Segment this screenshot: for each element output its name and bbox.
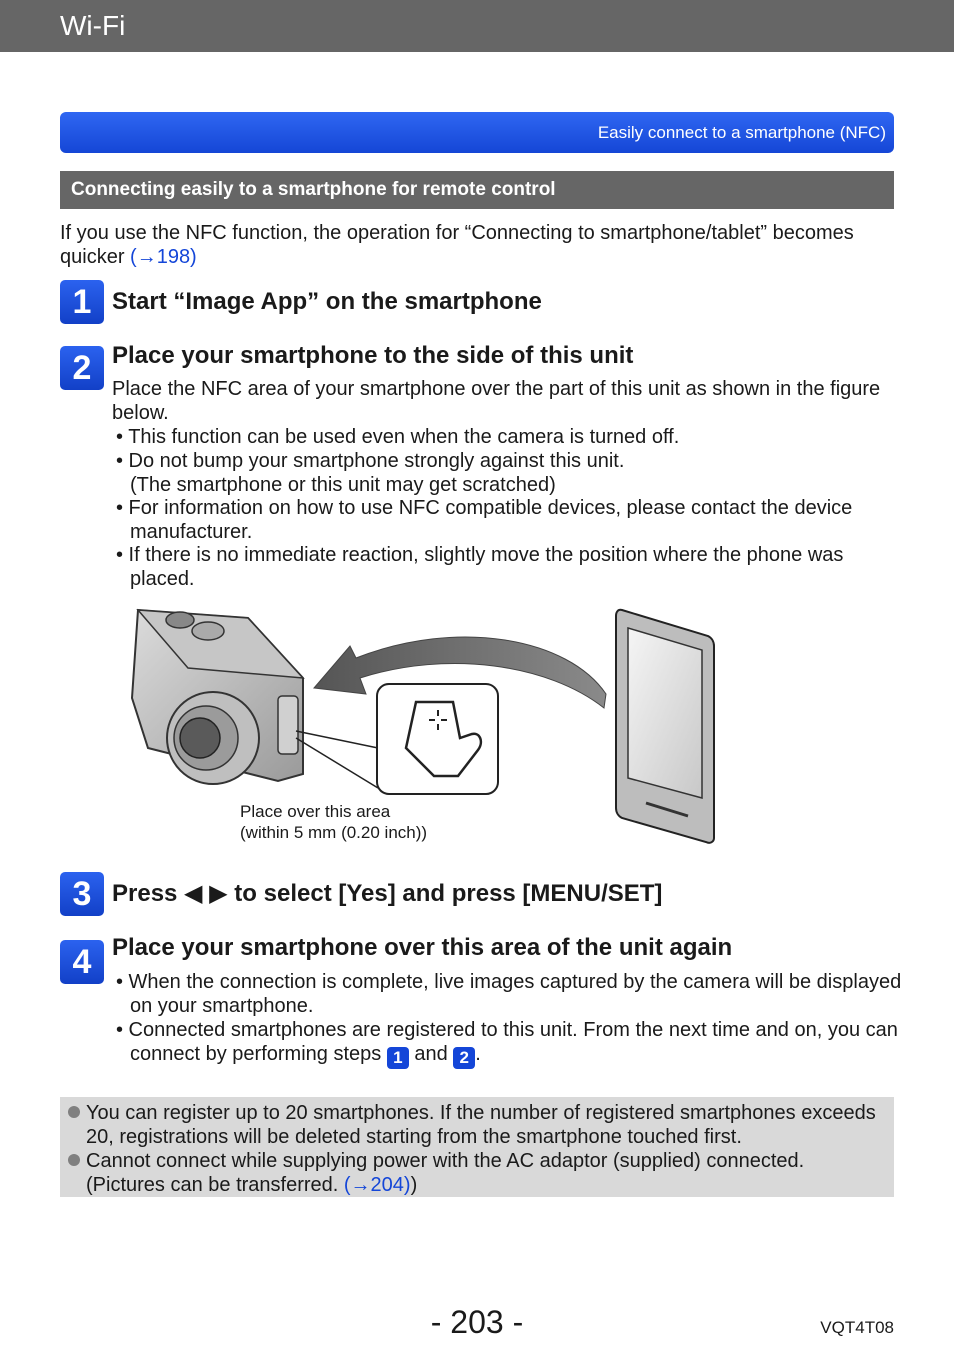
step-4-bullet xyxy=(116,1018,906,1069)
step-4-period: . xyxy=(475,1043,481,1065)
note-tail: ) xyxy=(410,1174,418,1196)
step-4-bullet: • When the connection is complete, live images captured by the camera will be displayed on your smartphone. xyxy=(116,971,902,1017)
step-3-title: Press ◀ ▶ to select [Yes] and press [MENU/SET] xyxy=(112,880,663,907)
note-item xyxy=(68,1101,888,1149)
figure-caption-line: Place over this area xyxy=(240,802,391,821)
step-4-badge: 4 xyxy=(60,940,104,984)
step-ref-badge: 2 xyxy=(453,1047,475,1069)
figure-caption-line: (within 5 mm (0.20 inch)) xyxy=(240,823,428,842)
step-2-description: Place the NFC area of your smartphone over the part of this unit as shown in the figure below. xyxy=(112,378,881,424)
page-number: - 203 - xyxy=(430,1304,524,1340)
intro-paragraph xyxy=(60,221,900,269)
bullet-dot-icon xyxy=(68,1154,80,1166)
step-3-badge: 3 xyxy=(60,872,104,916)
intro-page-link[interactable]: (→198) xyxy=(130,246,197,268)
intro-text: If you use the NFC function, the operation for “Connecting to smartphone/tablet” becomes quicker xyxy=(60,222,854,268)
topic-banner-text: Easily connect to a smartphone (NFC) xyxy=(597,123,886,142)
smartphone-icon xyxy=(616,610,714,843)
bullet-dot-icon xyxy=(68,1106,80,1118)
nfc-mark-icon xyxy=(377,684,498,794)
note-text: You can register up to 20 smartphones. If the number of registered smartphones exceeds 20, registrations will be deleted starting from the smartphone touched first. xyxy=(86,1102,876,1148)
figure-caption xyxy=(240,801,427,843)
step-1-badge: 1 xyxy=(60,280,104,324)
section-heading xyxy=(60,171,894,209)
note-text: Cannot connect while supplying power with the AC adaptor (supplied) connected. (Pictures can be transferred. xyxy=(86,1150,805,1196)
step-2-bullet: • Do not bump your smartphone strongly against this unit. xyxy=(116,450,625,472)
step-2-bullet: • For information on how to use NFC compatible devices, please contact the device manufacturer. xyxy=(116,497,853,543)
step-ref-badge: 1 xyxy=(387,1047,409,1069)
camera-icon xyxy=(132,610,303,784)
step-4-and: and xyxy=(408,1043,454,1065)
step-4-title: Place your smartphone over this area of the unit again xyxy=(112,934,733,961)
step-2-bullet: • This function can be used even when the camera is turned off. xyxy=(116,426,680,448)
header-title: Wi-Fi xyxy=(60,10,126,41)
step-1-title: Start “Image App” on the smartphone xyxy=(112,288,542,315)
note-page-link[interactable]: (→204) xyxy=(343,1174,411,1196)
step-4-bullet-text: • Connected smartphones are registered to this unit. From the next time and on, you can connect by performing steps xyxy=(116,1019,898,1065)
notes-box xyxy=(60,1097,894,1197)
step-2-title: Place your smartphone to the side of this unit xyxy=(112,342,634,369)
step-2-badge: 2 xyxy=(60,346,104,390)
section-heading-text: Connecting easily to a smartphone for remote control xyxy=(71,179,556,200)
page-header xyxy=(0,0,954,52)
topic-banner xyxy=(60,112,894,153)
nfc-placement-illustration xyxy=(128,598,728,848)
note-item xyxy=(68,1149,888,1197)
step-2-bullet-continued: (The smartphone or this unit may get scratched) xyxy=(130,474,556,496)
document-code: VQT4T08 xyxy=(820,1318,894,1337)
step-2-bullet: • If there is no immediate reaction, slightly move the position where the phone was placed. xyxy=(116,544,844,590)
